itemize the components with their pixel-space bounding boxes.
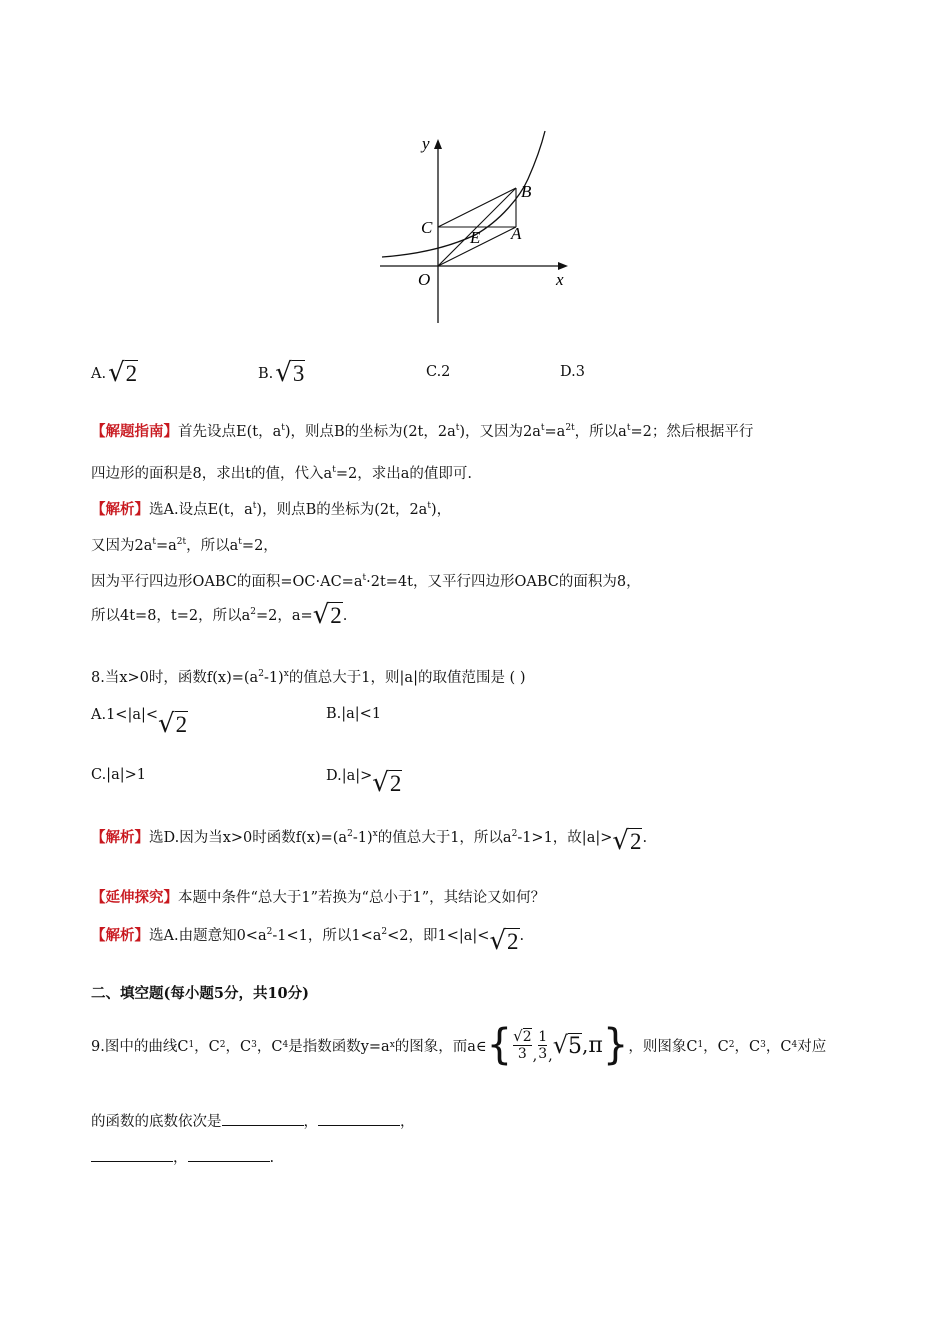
q9-line2: 的函数的底数依次是 ， ， bbox=[91, 1110, 415, 1131]
answer-blank-2[interactable] bbox=[318, 1111, 400, 1126]
answer-blank-4[interactable] bbox=[188, 1147, 270, 1162]
q9-line3: ， . bbox=[91, 1146, 274, 1167]
answer-blank-3[interactable] bbox=[91, 1147, 173, 1162]
q7-option-a: A.√2 bbox=[91, 358, 138, 388]
q8-option-b: B.|a|<1 bbox=[326, 706, 382, 722]
parallelogram-figure bbox=[370, 125, 580, 330]
q7-option-d: D.3 bbox=[560, 364, 585, 380]
y-axis-arrow bbox=[434, 139, 442, 149]
label-x: x bbox=[556, 270, 564, 289]
q8-extension-solution: 【解析】选A.由题意知$0<a^2-1<1$，所以$1<a^2<2$，即1<|a|<√2. bbox=[91, 926, 525, 956]
q8-extension: 【延伸探究】本题中条件“总大于1”若换为“总小于1”，其结论又如何？ bbox=[91, 889, 546, 906]
q7-option-b: B.√3 bbox=[258, 358, 305, 388]
section-title: 二、填空题(每小题5分，共10分) bbox=[91, 985, 309, 1002]
q7-solution-line2: 又因为$2a^t=a^{2t}$，所以$a^t=2$， bbox=[91, 537, 278, 554]
q7-solution-line3: 因为平行四边形OABC的面积$=OC\cdot AC=a^t\cdot 2t=4t$，又平行四边形OABC的面积为8， bbox=[91, 573, 641, 590]
q8-solution: 【解析】选D.因为当x>0时函数$f(x)=(a^2-1)^x$的值总大于1，所以$a^2-1>1$，故|a|>√2. bbox=[91, 826, 648, 856]
q8-option-d: D.|a|>√2 bbox=[326, 768, 402, 798]
q7-solution-line4: 所以4t=8，t=2，所以$a^2=2$，a=√2. bbox=[91, 600, 348, 630]
q7-guide-line2: 四边形的面积是8，求出t的值，代入$a^t=2$，求出a的值即可. bbox=[91, 465, 472, 482]
x-axis-arrow bbox=[558, 262, 568, 270]
q8-option-c: C.|a|>1 bbox=[91, 767, 146, 783]
label-a: A bbox=[511, 224, 522, 243]
set-expression: { √2 3 , 1 3 , √5 , π } bbox=[486, 1020, 629, 1070]
q7-option-c: C.2 bbox=[426, 364, 451, 380]
label-y: y bbox=[422, 134, 430, 153]
label-e: E bbox=[470, 228, 481, 247]
label-o: O bbox=[418, 270, 431, 289]
label-b: B bbox=[521, 182, 532, 201]
q7-solution-line1: 【解析】选A.设点E(t，$a^t$)，则点B的坐标为(2t，$2a^t$)， bbox=[91, 501, 452, 518]
q8-option-a: A.1<|a|<√2 bbox=[91, 707, 188, 739]
answer-blank-1[interactable] bbox=[222, 1111, 304, 1126]
q7-guide-line1: 【解题指南】首先设点E(t，$a^t$)，则点B的坐标为(2t，$2a^t$)，又因为$2a^t=a^{2t}$，所以$a^t=2$；然后根据平行 bbox=[91, 423, 754, 440]
q8-stem: 8.当x>0时，函数$f(x)=(a^2-1)^x$的值总大于1，则|a|的取值范围是 ( ) bbox=[91, 669, 526, 686]
label-c: C bbox=[421, 218, 433, 237]
segment-cb bbox=[438, 188, 516, 227]
q9-stem: 9.图中的曲线C 1 ，C 2 ，C 3 ，C 4 是指数函数y=a x 的图象，而a∈ { √2 3 , 1 3 , √5 , π } ，则图象C 1 ，C 2 ，C 3 ，C 4 对应 bbox=[91, 1020, 827, 1070]
